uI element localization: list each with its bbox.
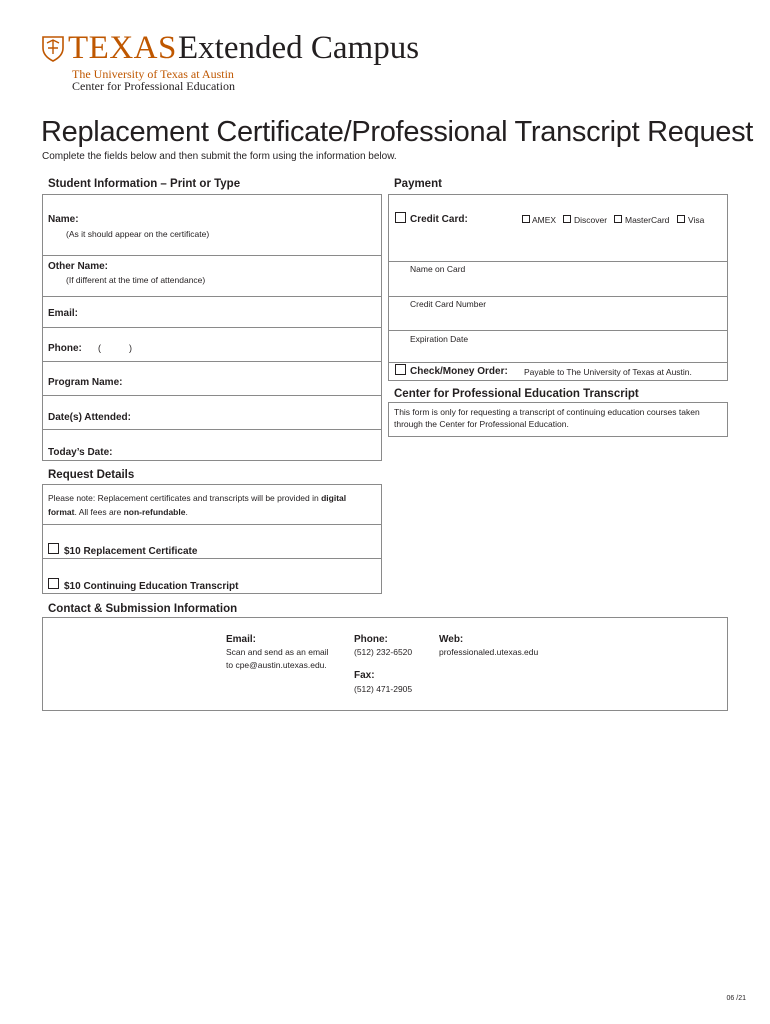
contact-email-text-1: Scan and send as an email bbox=[226, 647, 329, 657]
phone-input[interactable] bbox=[96, 338, 380, 356]
expiration-label: Expiration Date bbox=[410, 334, 469, 344]
divider bbox=[42, 524, 382, 525]
student-info-heading: Student Information – Print or Type bbox=[48, 178, 241, 190]
divider bbox=[388, 362, 728, 363]
divider bbox=[388, 296, 728, 297]
page-title: Replacement Certificate/Professional Transcript Request bbox=[41, 116, 754, 148]
phone-area-open: ( bbox=[98, 343, 101, 353]
request-note-bold: format bbox=[48, 507, 75, 517]
visa-label: Visa bbox=[688, 215, 705, 225]
dates-input[interactable] bbox=[140, 406, 380, 424]
other-name-note: (If different at the time of attendance) bbox=[66, 275, 206, 285]
email-label: Email: bbox=[48, 308, 79, 319]
amex-checkbox[interactable] bbox=[522, 215, 530, 223]
contact-email-label: Email: bbox=[226, 634, 257, 645]
divider bbox=[42, 361, 382, 362]
credit-card-checkbox[interactable] bbox=[395, 212, 406, 223]
card-number-input[interactable] bbox=[408, 310, 724, 328]
contact-phone-value: (512) 232-6520 bbox=[354, 647, 413, 657]
request-note-part: Please note: Replacement certificates and transcripts will be provided in bbox=[48, 493, 322, 503]
logo-center: Center for Professional Education bbox=[72, 79, 235, 93]
card-number-label: Credit Card Number bbox=[410, 299, 487, 309]
today-input[interactable] bbox=[115, 441, 380, 459]
email-input[interactable] bbox=[85, 304, 380, 322]
request-heading: Request Details bbox=[48, 469, 135, 481]
program-label: Program Name: bbox=[48, 377, 123, 388]
check-money-order-checkbox[interactable] bbox=[395, 364, 406, 375]
replacement-certificate-label: $10 Replacement Certificate bbox=[64, 546, 198, 557]
phone-area-close: ) bbox=[129, 343, 132, 353]
request-note bbox=[48, 491, 378, 519]
divider bbox=[42, 395, 382, 396]
page-subtitle: Complete the fields below and then submit the form using the information below. bbox=[42, 151, 397, 162]
name-on-card-input[interactable] bbox=[408, 276, 724, 294]
divider bbox=[388, 330, 728, 331]
request-note-bold: non-refundable bbox=[123, 507, 186, 517]
discover-checkbox[interactable] bbox=[563, 215, 571, 223]
transcript-option-label: $10 Continuing Education Transcript bbox=[64, 581, 239, 592]
today-label: Today’s Date: bbox=[48, 447, 113, 458]
logo-texas-wordmark: TEXAS bbox=[68, 30, 177, 66]
request-note-part: . All fees are bbox=[74, 507, 124, 517]
dates-label: Date(s) Attended: bbox=[48, 412, 131, 423]
contact-web-link[interactable]: professionaled.utexas.edu bbox=[439, 647, 539, 657]
visa-checkbox[interactable] bbox=[677, 215, 685, 223]
contact-box bbox=[42, 617, 728, 711]
contact-web-label: Web: bbox=[439, 634, 464, 645]
name-input[interactable] bbox=[95, 210, 380, 226]
other-name-input[interactable] bbox=[115, 258, 380, 274]
mastercard-checkbox[interactable] bbox=[614, 215, 622, 223]
replacement-certificate-checkbox[interactable] bbox=[48, 543, 59, 554]
payment-heading: Payment bbox=[394, 178, 442, 190]
contact-fax-value: (512) 471-2905 bbox=[354, 684, 413, 694]
contact-heading: Contact & Submission Information bbox=[48, 603, 238, 615]
request-note-part: . bbox=[185, 507, 188, 517]
logo-extended-campus: Extended Campus bbox=[178, 30, 420, 66]
name-note: (As it should appear on the certificate) bbox=[66, 229, 210, 239]
contact-phone-label: Phone: bbox=[354, 634, 388, 645]
divider bbox=[42, 429, 382, 430]
mastercard-label: MasterCard bbox=[625, 215, 670, 225]
divider bbox=[42, 255, 382, 256]
amex-label: AMEX bbox=[532, 215, 557, 225]
name-label: Name: bbox=[48, 214, 79, 225]
footer-date-code: 06 /21 bbox=[726, 995, 746, 1002]
divider bbox=[388, 261, 728, 262]
transcript-text: This form is only for requesting a transcript of continuing education courses taken through the Center for Professional Education. bbox=[394, 407, 700, 429]
phone-label: Phone: bbox=[48, 343, 82, 354]
name-on-card-label: Name on Card bbox=[410, 264, 466, 274]
program-input[interactable] bbox=[130, 372, 380, 390]
other-name-label: Other Name: bbox=[48, 261, 109, 272]
credit-card-label: Credit Card: bbox=[410, 214, 468, 225]
logo-university: The University of Texas at Austin bbox=[72, 67, 234, 81]
check-money-order-label: Check/Money Order: bbox=[410, 366, 508, 377]
contact-email-text-2[interactable]: to cpe@austin.utexas.edu. bbox=[226, 660, 327, 670]
divider bbox=[42, 558, 382, 559]
transcript-heading: Center for Professional Education Transcript bbox=[394, 388, 639, 400]
divider bbox=[42, 327, 382, 328]
discover-label: Discover bbox=[574, 215, 608, 225]
expiration-input[interactable] bbox=[408, 344, 724, 360]
divider bbox=[42, 296, 382, 297]
check-payable-note: Payable to The University of Texas at Austin. bbox=[524, 367, 692, 377]
transcript-checkbox[interactable] bbox=[48, 578, 59, 589]
contact-fax-label: Fax: bbox=[354, 670, 375, 681]
request-note-bold: digital bbox=[321, 493, 347, 503]
ut-shield-logo-icon bbox=[42, 36, 64, 62]
